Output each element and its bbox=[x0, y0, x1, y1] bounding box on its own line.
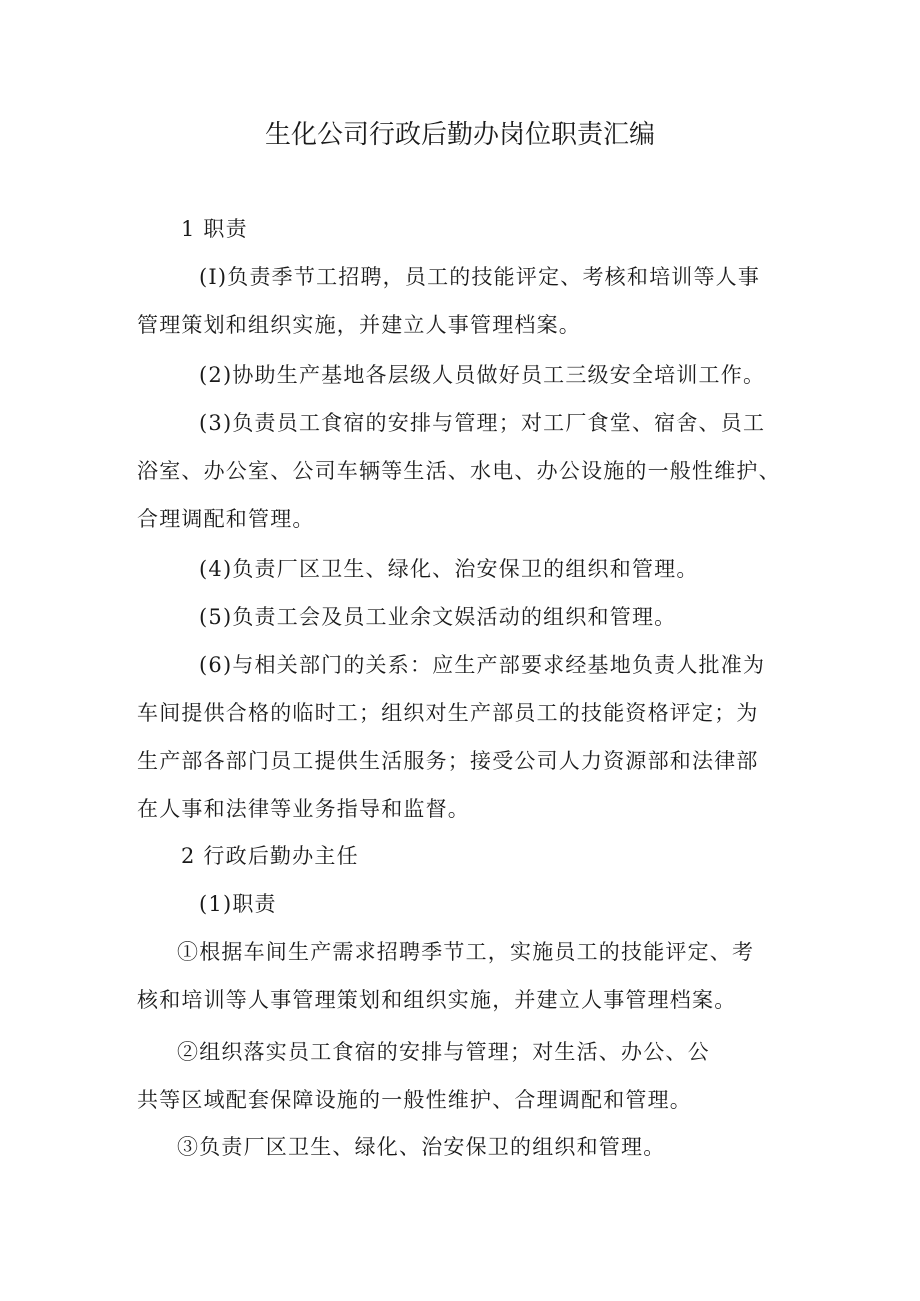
text-line: 共等区域配套保障设施的一般性维护、合理调配和管理。 bbox=[137, 1088, 692, 1112]
paragraph-duty-4 bbox=[137, 545, 797, 593]
paragraph-director-duty-2 bbox=[137, 1028, 797, 1124]
text-line: 1 职责 bbox=[181, 217, 248, 241]
paragraph-director-duty-1 bbox=[137, 928, 797, 1024]
text-line: (5)负责工会及员工业余文娱活动的组织和管理。 bbox=[199, 605, 677, 629]
text-line: 合理调配和管理。 bbox=[137, 507, 315, 531]
section-heading-2 bbox=[137, 832, 841, 880]
text-line: 核和培训等人事管理策划和组织实施，并建立人事管理档案。 bbox=[137, 988, 737, 1012]
subsection-heading bbox=[137, 880, 859, 928]
paragraph-duty-2 bbox=[137, 351, 797, 399]
text-line: (3)负责员工食宿的安排与管理；对工厂食堂、宿舍、员工 bbox=[199, 411, 766, 435]
text-line: 在人事和法律等业务指导和监督。 bbox=[137, 797, 470, 821]
paragraph-duty-5 bbox=[137, 593, 797, 641]
text-line: 管理策划和组织实施，并建立人事管理档案。 bbox=[137, 313, 581, 337]
paragraph-duty-1 bbox=[137, 253, 797, 349]
text-line: ①根据车间生产需求招聘季节工，实施员工的技能评定、考 bbox=[177, 940, 755, 964]
text-line: 浴室、办公室、公司车辆等生活、水电、办公设施的一般性维护、 bbox=[137, 459, 781, 483]
paragraph-duty-3 bbox=[137, 399, 797, 543]
section-heading-1 bbox=[137, 205, 841, 253]
text-line: ③负责厂区卫生、绿化、治安保卫的组织和管理。 bbox=[177, 1135, 666, 1159]
text-line: (1)职责 bbox=[199, 892, 277, 916]
paragraph-duty-6 bbox=[137, 641, 797, 833]
text-line: ②组织落实员工食宿的安排与管理；对生活、办公、公 bbox=[177, 1040, 710, 1064]
text-line: (2)协助生产基地各层级人员做好员工三级安全培训工作。 bbox=[199, 363, 766, 387]
document-title: 生化公司行政后勤办岗位职责汇编 bbox=[264, 120, 655, 150]
paragraph-director-duty-3 bbox=[137, 1123, 797, 1171]
text-line: (6)与相关部门的关系：应生产部要求经基地负责人批准为 bbox=[199, 653, 766, 677]
text-line: 2 行政后勤办主任 bbox=[181, 844, 359, 868]
text-line: (I)负责季节工招聘，员工的技能评定、考核和培训等人事 bbox=[199, 265, 761, 289]
text-line: (4)负责厂区卫生、绿化、治安保卫的组织和管理。 bbox=[199, 557, 699, 581]
text-line: 车间提供合格的临时工；组织对生产部员工的技能资格评定；为 bbox=[137, 701, 759, 725]
text-line: 生产部各部门员工提供生活服务；接受公司人力资源部和法律部 bbox=[137, 749, 759, 773]
